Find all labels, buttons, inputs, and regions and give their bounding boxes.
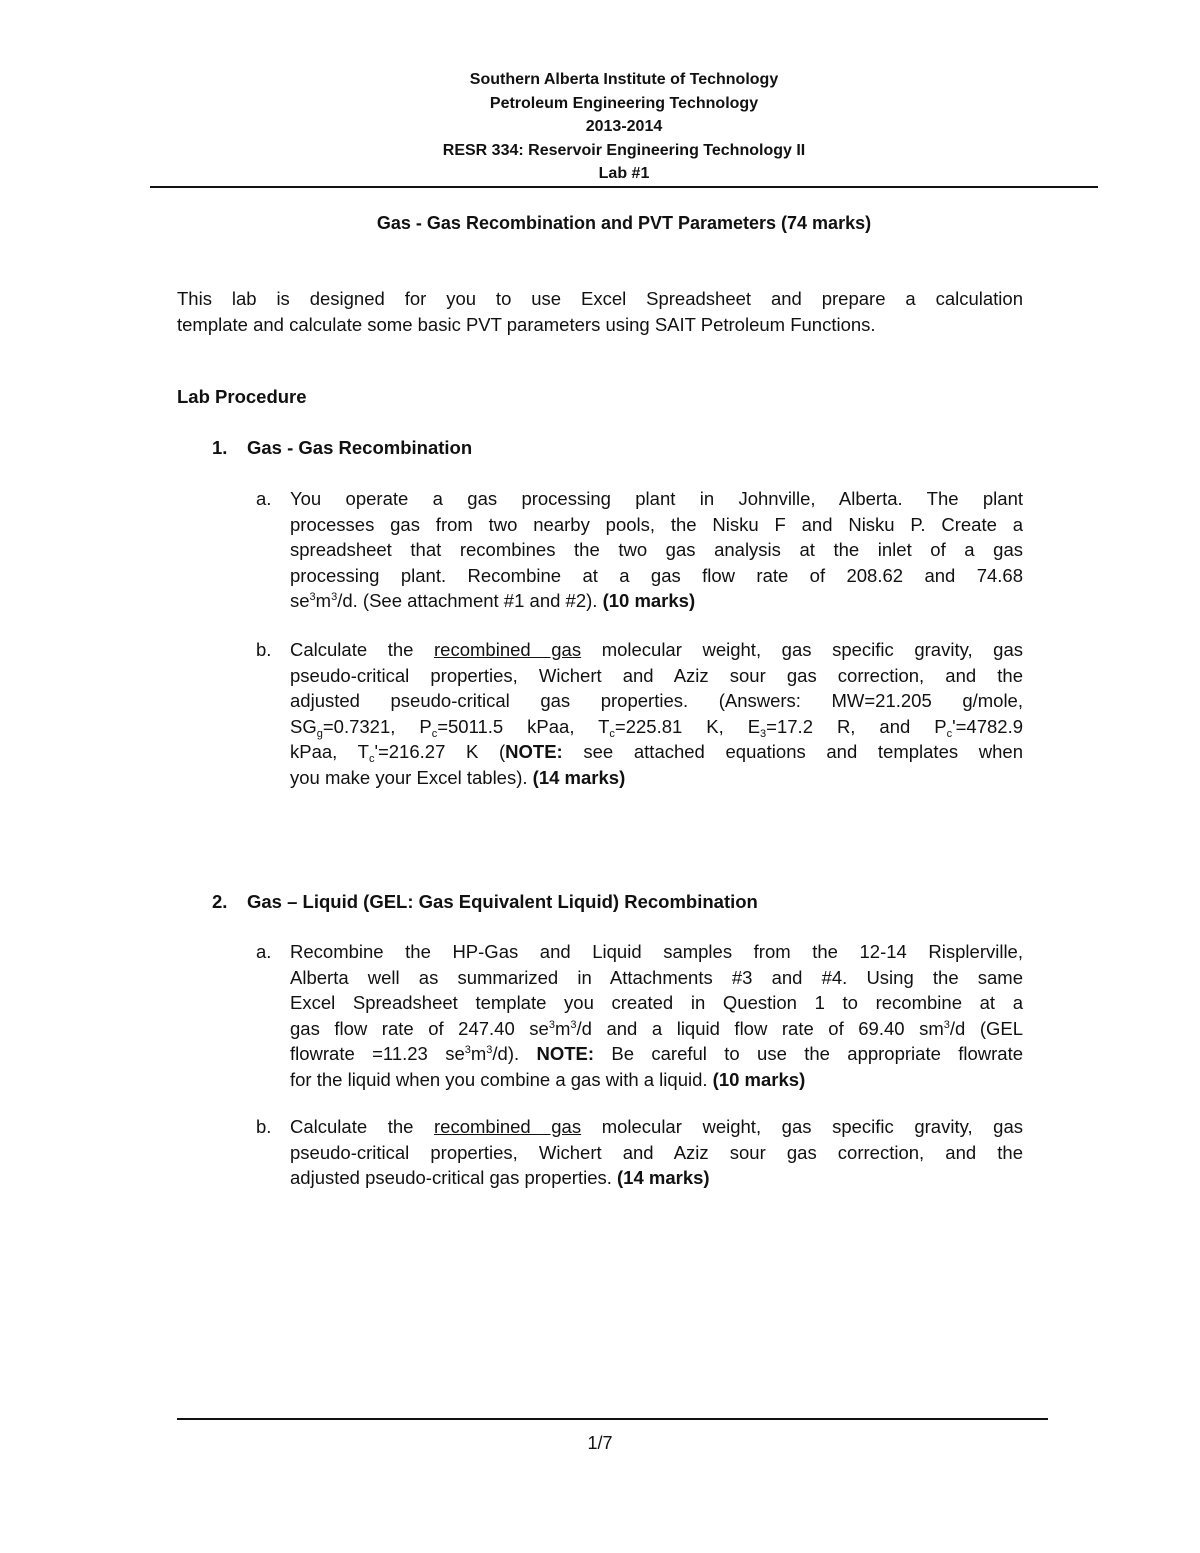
superscript: 3 (331, 591, 338, 603)
question-1b-text (290, 637, 1023, 790)
text-run: kPaa, T (290, 741, 369, 762)
note-label: NOTE: (505, 741, 563, 762)
text-line: Recombine the HP-Gas and Liquid samples from the 12-14 Risplerville, (290, 941, 1023, 962)
superscript: 3 (548, 1018, 555, 1031)
marks-label: (14 marks) (532, 766, 626, 788)
institution-name: Southern Alberta Institute of Technology (469, 71, 779, 88)
document-header (150, 68, 1098, 186)
text-line: processing plant. Recombine at a gas flow rate of 208.62 and 74.68 (290, 564, 1023, 586)
text-run: molecular weight, gas specific gravity, gas (601, 1116, 1024, 1137)
text-run: =5011.5 kPaa, T (437, 715, 610, 737)
text-line: Alberta well as summarized in Attachments #3 and #4. Using the same (290, 966, 1023, 988)
question-1-heading: Gas - Gas Recombination (247, 437, 473, 458)
intro-line: This lab is designed for you to use Excel Spreadsheet and prepare a calculation (177, 288, 1023, 309)
marks-label: (10 marks) (602, 590, 696, 611)
underlined-term: recombined gas (434, 1116, 582, 1137)
question-1a-text (290, 486, 1023, 614)
text-line (290, 1016, 1023, 1042)
intro-paragraph (177, 286, 1023, 337)
question-2a-text (290, 939, 1023, 1092)
text-line: Excel Spreadsheet template you created in Question 1 to recombine at a (290, 992, 1023, 1013)
subscript: c (946, 727, 953, 740)
text-line: adjusted pseudo-critical gas properties. (Answers: MW=21.205 g/mole, (290, 690, 1023, 711)
text-line (290, 637, 1023, 663)
text-run: '=216.27 K ( (374, 741, 506, 762)
text-line: spreadsheet that recombines the two gas analysis at the inlet of a gas (290, 539, 1023, 560)
superscript: 3 (486, 1044, 493, 1056)
intro-line: template and calculate some basic PVT parameters using SAIT Petroleum Functions. (177, 313, 876, 335)
superscript: 3 (464, 1044, 471, 1056)
text-line (290, 739, 1023, 765)
text-run: =17.2 R, and P (766, 715, 947, 737)
text-line (290, 1114, 1023, 1140)
text-run: see attached equations and templates when (562, 741, 1023, 762)
unit-text: m (315, 590, 332, 611)
text-run: /d and a liquid flow rate of 69.40 sm (576, 1017, 944, 1039)
text-line (290, 765, 1023, 791)
unit-text: se (290, 590, 310, 611)
underlined-term: recombined gas (434, 639, 582, 660)
text-run: =225.81 K, E (614, 715, 761, 737)
question-2-heading: Gas – Liquid (GEL: Gas Equivalent Liquid) Recombination (247, 891, 758, 912)
text-run: for the liquid when you combine a gas with a liquid. (290, 1068, 713, 1090)
text-run: m (554, 1017, 571, 1039)
superscript: 3 (309, 591, 316, 603)
academic-year: 2013-2014 (585, 118, 663, 135)
text-run: you make your Excel tables). (290, 766, 533, 788)
subscript: c (609, 727, 615, 740)
text-run: /d (GEL (949, 1017, 1024, 1039)
course-title: RESR 334: Reservoir Engineering Technology II (442, 141, 806, 159)
program-name: Petroleum Engineering Technology (489, 94, 759, 112)
item-letter: b. (256, 1116, 272, 1137)
footer-divider (177, 1418, 1048, 1420)
question-1-number: 1. (212, 437, 228, 458)
text-line (290, 1165, 1023, 1191)
text-line: pseudo-critical properties, Wichert and Aziz sour gas correction, and the (290, 664, 1023, 686)
item-letter: b. (256, 639, 272, 660)
procedure-heading: Lab Procedure (177, 386, 307, 407)
text-run: SG (290, 715, 317, 737)
marks-label: (10 marks) (712, 1068, 806, 1090)
note-label: NOTE: (536, 1043, 595, 1064)
item-letter: a. (256, 488, 272, 509)
subscript: g (316, 727, 323, 740)
text-line (290, 1041, 1023, 1067)
lab-number: Lab #1 (598, 165, 650, 182)
superscript: 3 (570, 1018, 577, 1031)
text-run: gas flow rate of 247.40 se (290, 1017, 549, 1039)
document-title: Gas - Gas Recombination and PVT Parameters (74 marks) (376, 213, 872, 233)
text-run: flowrate =11.23 se (290, 1043, 465, 1064)
header-divider (150, 186, 1098, 188)
text-run: Be careful to use the appropriate flowrate (594, 1043, 1023, 1064)
subscript: c (368, 753, 375, 765)
page-number: 1/7 (587, 1433, 613, 1453)
text-run: molecular weight, gas specific gravity, gas (601, 639, 1024, 660)
text-run: adjusted pseudo-critical gas properties. (290, 1167, 618, 1188)
text-line: processes gas from two nearby pools, the Nisku F and Nisku P. Create a (290, 513, 1023, 535)
text-run: '=4782.9 (952, 715, 1023, 737)
question-2-number: 2. (212, 891, 228, 912)
text-run: /d). (492, 1043, 537, 1064)
text-line (290, 1067, 1023, 1093)
text-line: pseudo-critical properties, Wichert and Aziz sour gas correction, and the (290, 1141, 1023, 1163)
question-2b-text (290, 1114, 1023, 1191)
text-run: =0.7321, P (322, 715, 432, 737)
marks-label: (14 marks) (617, 1167, 710, 1188)
subscript: 3 (760, 727, 767, 740)
text-run: /d. (See attachment #1 and #2). (337, 590, 603, 611)
text-run: Calculate the (290, 1116, 435, 1137)
text-run: Calculate the (290, 639, 435, 660)
item-letter: a. (256, 941, 272, 962)
text-line: You operate a gas processing plant in Johnville, Alberta. The plant (290, 488, 1023, 509)
subscript: c (431, 727, 438, 740)
superscript: 3 (943, 1018, 950, 1031)
text-line (290, 588, 1023, 614)
text-line (290, 714, 1023, 740)
text-run: m (470, 1043, 487, 1064)
